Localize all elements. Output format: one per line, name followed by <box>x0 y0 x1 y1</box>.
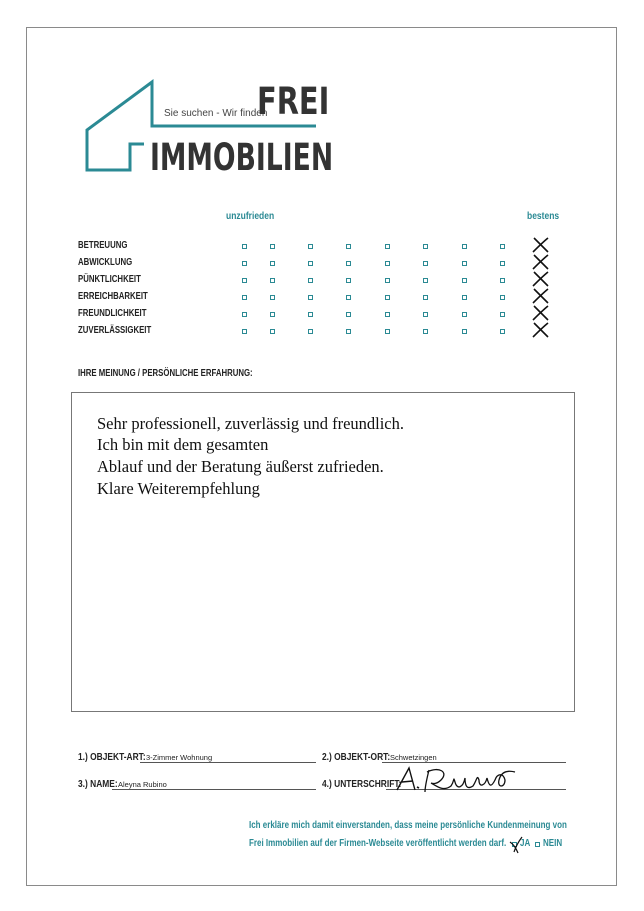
rating-checkbox[interactable] <box>308 278 313 283</box>
signature-icon <box>393 762 533 798</box>
consent-yes-label: JA <box>520 838 531 849</box>
object-type-label: 1.) OBJEKT-ART: <box>78 751 146 763</box>
rating-checkbox[interactable] <box>385 329 390 334</box>
criterion-label: ZUVERLÄSSIGKEIT <box>78 325 152 336</box>
criterion-label: ERREICHBARKEIT <box>78 291 148 302</box>
name-value[interactable]: Aleyna Rubino <box>118 780 167 789</box>
criterion-label: ABWICKLUNG <box>78 257 133 268</box>
rating-checkbox[interactable] <box>500 244 505 249</box>
object-location-label: 2.) OBJEKT-ORT: <box>322 751 391 763</box>
scale-high-label: bestens <box>527 211 560 222</box>
rating-checkbox[interactable] <box>346 244 351 249</box>
rating-checkbox[interactable] <box>270 295 275 300</box>
rating-checkbox[interactable] <box>270 244 275 249</box>
rating-checkbox[interactable] <box>423 312 428 317</box>
rating-checkbox[interactable] <box>308 312 313 317</box>
rating-checkbox[interactable] <box>346 261 351 266</box>
rating-checkbox[interactable] <box>270 278 275 283</box>
rating-checkbox[interactable] <box>242 261 247 266</box>
criterion-label: BETREUUNG <box>78 240 128 251</box>
x-mark-icon[interactable] <box>532 305 550 321</box>
object-type-line <box>140 762 316 763</box>
rating-checkbox[interactable] <box>242 244 247 249</box>
rating-checkbox[interactable] <box>242 295 247 300</box>
rating-checkbox[interactable] <box>242 278 247 283</box>
logo-brand-bottom: IMMOBILIEN <box>150 136 334 179</box>
rating-checkbox[interactable] <box>346 312 351 317</box>
criterion-label: PÜNKTLICHKEIT <box>78 274 141 285</box>
rating-checkbox[interactable] <box>242 312 247 317</box>
logo-tagline: Sie suchen - Wir finden <box>164 108 268 119</box>
rating-checkbox[interactable] <box>423 244 428 249</box>
rating-checkbox[interactable] <box>423 278 428 283</box>
rating-checkbox[interactable] <box>385 261 390 266</box>
rating-checkbox[interactable] <box>462 312 467 317</box>
rating-checkbox[interactable] <box>462 329 467 334</box>
object-type-value[interactable]: 3-Zimmer Wohnung <box>146 753 213 762</box>
rating-checkbox[interactable] <box>385 244 390 249</box>
consent-line-2: Frei Immobilien auf der Firmen-Webseite veröffentlicht werden darf. <box>249 838 507 849</box>
signature-label: 4.) UNTERSCHRIFT: <box>322 778 402 790</box>
rating-checkbox[interactable] <box>423 295 428 300</box>
rating-checkbox[interactable] <box>462 261 467 266</box>
consent-line-1: Ich erkläre mich damit einverstanden, dass meine persönliche Kundenmeinung von <box>249 820 567 831</box>
rating-checkbox[interactable] <box>423 261 428 266</box>
rating-checkbox[interactable] <box>242 329 247 334</box>
rating-checkbox[interactable] <box>270 329 275 334</box>
rating-checkbox[interactable] <box>462 278 467 283</box>
name-label: 3.) NAME: <box>78 778 118 790</box>
criterion-label: FREUNDLICHKEIT <box>78 308 147 319</box>
rating-checkbox[interactable] <box>308 295 313 300</box>
rating-checkbox[interactable] <box>385 295 390 300</box>
opinion-line: Ablauf und der Beratung äußerst zufrieden. <box>97 457 384 476</box>
rating-checkbox[interactable] <box>270 312 275 317</box>
consent-no-checkbox[interactable] <box>535 842 540 847</box>
rating-checkbox[interactable] <box>423 329 428 334</box>
rating-checkbox[interactable] <box>308 261 313 266</box>
rating-checkbox[interactable] <box>346 295 351 300</box>
rating-checkbox[interactable] <box>308 329 313 334</box>
rating-checkbox[interactable] <box>346 278 351 283</box>
rating-checkbox[interactable] <box>462 295 467 300</box>
rating-checkbox[interactable] <box>462 244 467 249</box>
rating-checkbox[interactable] <box>500 295 505 300</box>
object-location-value[interactable]: Schwetzingen <box>390 753 437 762</box>
rating-checkbox[interactable] <box>500 312 505 317</box>
scale-low-label: unzufrieden <box>226 211 275 222</box>
opinion-line: Ich bin mit dem gesamten <box>97 435 269 454</box>
rating-checkbox[interactable] <box>308 244 313 249</box>
consent-no-label: NEIN <box>543 838 563 849</box>
x-mark-icon[interactable] <box>532 237 550 253</box>
name-line <box>112 789 316 790</box>
rating-checkbox[interactable] <box>500 329 505 334</box>
opinion-label: IHRE MEINUNG / PERSÖNLICHE ERFAHRUNG: <box>78 368 253 379</box>
x-mark-icon[interactable] <box>532 322 550 338</box>
rating-checkbox[interactable] <box>385 278 390 283</box>
logo-brand-top: FREI <box>257 80 330 123</box>
rating-checkbox[interactable] <box>385 312 390 317</box>
opinion-line: Klare Weiterempfehlung <box>97 479 260 498</box>
opinion-line: Sehr professionell, zuverlässig und freundlich. <box>97 414 405 433</box>
x-mark-icon[interactable] <box>532 254 550 270</box>
rating-checkbox[interactable] <box>346 329 351 334</box>
x-mark-icon[interactable] <box>532 271 550 287</box>
rating-checkbox[interactable] <box>500 278 505 283</box>
rating-checkbox[interactable] <box>500 261 505 266</box>
x-mark-icon[interactable] <box>532 288 550 304</box>
rating-checkbox[interactable] <box>270 261 275 266</box>
